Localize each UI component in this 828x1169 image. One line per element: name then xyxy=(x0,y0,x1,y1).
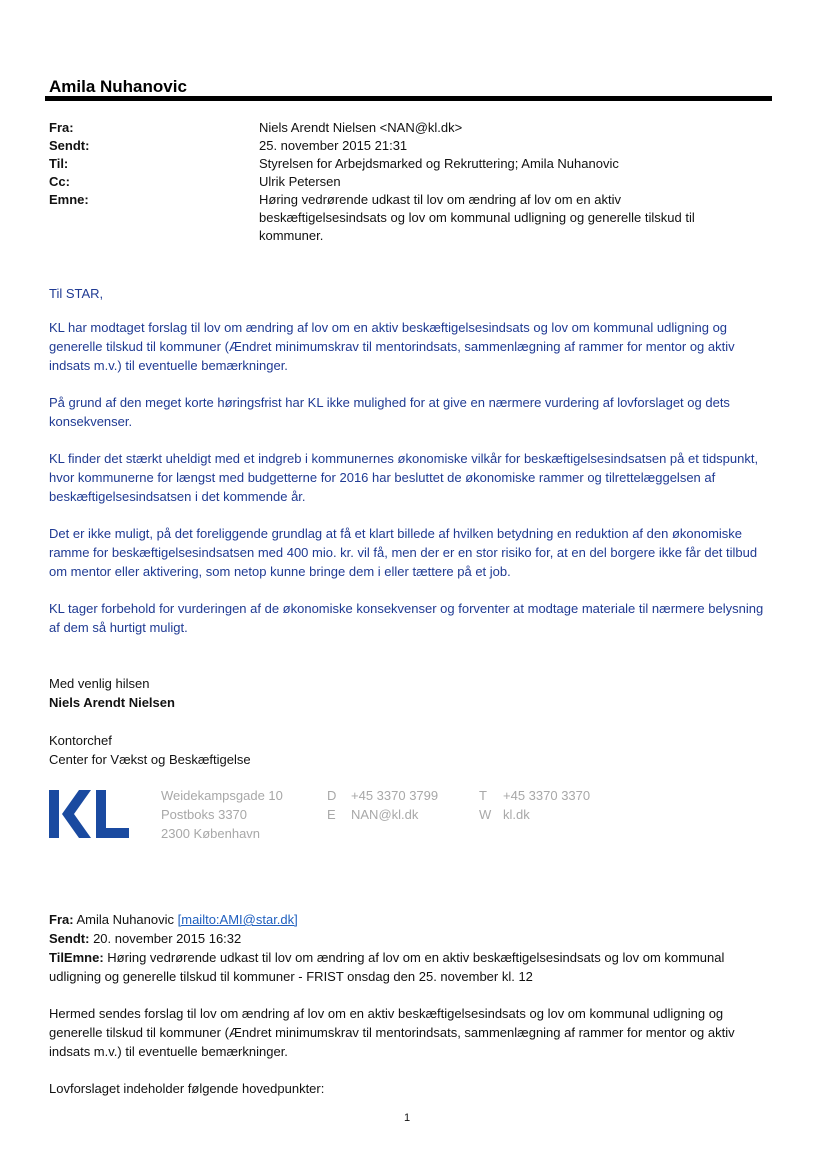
body-paragraph: KL tager forbehold for vurderingen af de økonomiske konsekvenser og forventer at modtage materiale til nærmere belysning af dem så hurtigt muligt. xyxy=(49,601,764,635)
page-number: 1 xyxy=(404,1112,411,1124)
forwarded-from-label: Fra: xyxy=(49,912,74,927)
forwarded-subject-value: Høring vedrørende udkast til lov om ændring af lov om en aktiv beskæftigelsesindsats og lov om kommunal udligning og generelle tilskud til kommuner - FRIST onsdag den 25. november kl. 12 xyxy=(49,950,725,984)
signature-name: Niels Arendt Nielsen xyxy=(49,695,175,710)
forwarded-sent-value: 20. november 2015 16:32 xyxy=(93,931,242,946)
header-label: Sendt: xyxy=(49,138,90,153)
forwarded-from xyxy=(49,910,298,929)
contact-letter: D xyxy=(327,788,337,803)
forwarded-subject-label: TilEmne: xyxy=(49,950,104,965)
forwarded-from-name: Amila Nuhanovic xyxy=(76,912,175,927)
contact-letter: E xyxy=(327,807,336,822)
contact-letter: W xyxy=(479,807,492,822)
body-paragraph: På grund af den meget korte høringsfrist har KL ikke mulighed for at give en nærmere vurdering af lovforslaget og dets konsekvenser. xyxy=(49,395,730,429)
kl-logo xyxy=(49,790,129,838)
body-paragraph: KL har modtaget forslag til lov om ændring af lov om en aktiv beskæftigelsesindsats og lov om kommunal udligning og generelle tilskud til kommuner (Ændret minimumskrav til mentorindsats, sammenlægning af rammer for mentor og aktiv indsats m.v.) til eventuelle bemærkninger. xyxy=(49,320,735,373)
signature-department: Center for Vækst og Beskæftigelse xyxy=(49,752,251,767)
header-divider xyxy=(45,96,772,101)
contact-direct-phone: +45 3370 3799 xyxy=(351,788,439,803)
mailbox-owner-name: Amila Nuhanovic xyxy=(49,77,187,96)
address-line: 2300 København xyxy=(161,826,261,841)
forwarded-sent xyxy=(49,929,241,948)
signature-title: Kontorchef xyxy=(49,733,112,748)
address-line: Weidekampsgade 10 xyxy=(161,788,283,803)
greeting: Til STAR, xyxy=(49,286,104,301)
contact-website: kl.dk xyxy=(503,807,530,822)
header-value: 25. november 2015 21:31 xyxy=(259,138,408,153)
signature-closing: Med venlig hilsen xyxy=(49,676,150,691)
header-label: Cc: xyxy=(49,174,70,189)
forwarded-paragraph: Hermed sendes forslag til lov om ændring af lov om en aktiv beskæftigelsesindsats og lov om kommunal udligning og generelle tilskud til kommuner (Ændret minimumskrav til mentorindsats, sammenlægning af rammer for mentor og aktiv indsats m.v.) til eventuelle bemærkninger. xyxy=(49,1006,735,1059)
body-paragraph: Det er ikke muligt, på det foreliggende grundlag at få et klart billede af hvilken betydning en reduktion af den økonomiske ramme for beskæftigelsesindsatsen med 400 mio. kr. vil få, men der er en stor risiko for, at en del borgere ikke får det tilbud om mentor eller aktivering, som netop kunne bringe dem i eller tættere på et job. xyxy=(49,526,758,579)
header-value: Ulrik Petersen xyxy=(259,174,341,189)
contact-phone: +45 3370 3370 xyxy=(503,788,591,803)
forwarded-subject xyxy=(49,948,774,986)
header-value: Høring vedrørende udkast til lov om ændring af lov om en aktiv beskæftigelsesindsats og lov om kommunal udligning og generelle tilskud til kommuner. xyxy=(259,192,695,243)
mailto-link[interactable]: [mailto:AMI@star.dk] xyxy=(177,912,298,927)
header-label: Til: xyxy=(49,156,69,171)
header-label: Fra: xyxy=(49,120,74,135)
forwarded-lead-in: Lovforslaget indeholder følgende hovedpunkter: xyxy=(49,1081,325,1096)
address-line: Postboks 3370 xyxy=(161,807,248,822)
contact-letter: T xyxy=(479,788,487,803)
forwarded-sent-label: Sendt: xyxy=(49,931,90,946)
header-value: Styrelsen for Arbejdsmarked og Rekruttering; Amila Nuhanovic xyxy=(259,156,619,171)
contact-email: NAN@kl.dk xyxy=(351,807,419,822)
body-paragraph: KL finder det stærkt uheldigt med et indgreb i kommunernes økonomiske vilkår for beskæftigelsesindsatsen på et tidspunkt, hvor kommunerne for længst med budgetterne for 2016 har besluttet de økonomiske rammer og tilrettelæggelsen af beskæftigelsesindsatsen i det kommende år. xyxy=(49,451,759,504)
header-label: Emne: xyxy=(49,192,89,207)
header-value: Niels Arendt Nielsen <NAN@kl.dk> xyxy=(259,120,463,135)
